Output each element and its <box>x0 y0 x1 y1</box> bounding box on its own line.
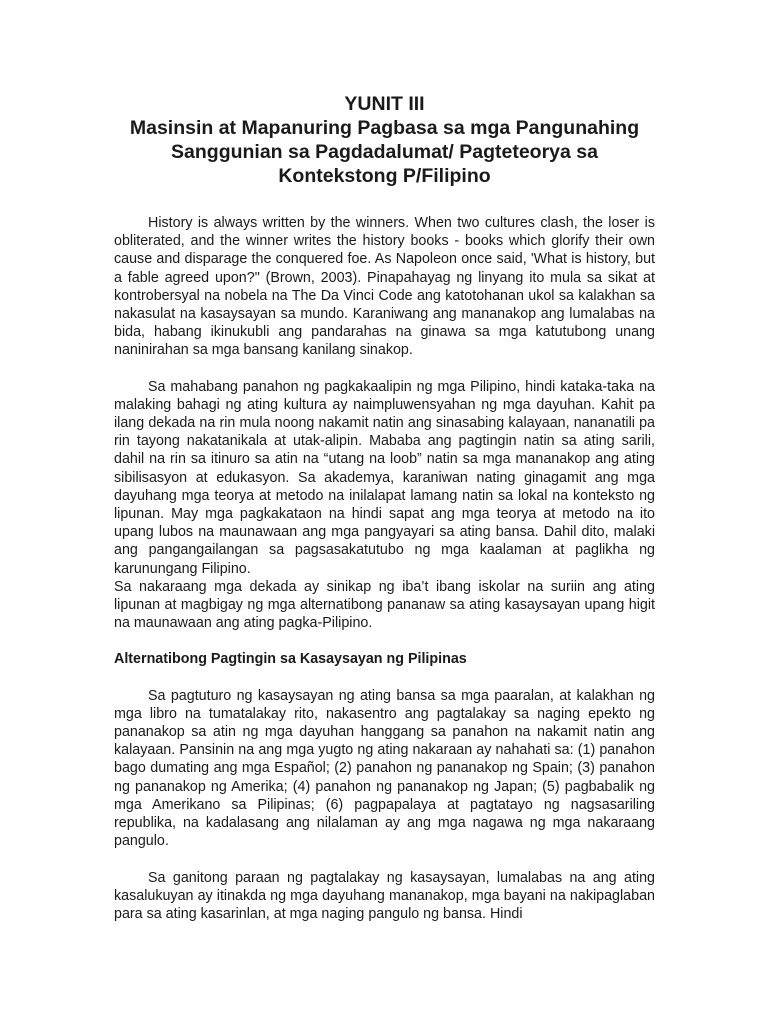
paragraph-history-periods: Sa pagtuturo ng kasaysayan ng ating bansa sa mga paaralan, at kalakhan ng mga libro na tumatalakay rito, nakasentro ang pagtalakay sa naging epekto ng pananakop sa atin ng mga dayuhan hanggang sa panahon na nakamit natin ang kalayaan. Pansinin na ang mga yugto ng ating nakaraan ay nahahati sa: (1) panahon bago dumating ang mga Español; (2) panahon ng pananakop ng Spain; (3) panahon ng pananakop ng Amerika; (4) panahon ng pananakop ng Japan; (5) pagbabalik ng mga Amerikano sa Pilipinas; (6) pagpapalaya at pagtatayo ng nagsasariling republika, na kadalasang ang nilalaman ay ang mga nagawa ng mga nakaraang pangulo. <box>114 687 655 850</box>
unit-label: YUNIT III <box>344 93 425 115</box>
paragraph-colonial-influence: Sa mahabang panahon ng pagkakaalipin ng mga Pilipino, hindi kataka-taka na malaking bahagi ng ating kultura ay naimpluwensyahan ng mga dayuhan. Kahit pa ilang dekada na rin mula noong nakamit natin ang sinasabing kalayaan, nananatili pa rin tayong nakatanikala at utak-alipin. Mababa ang pagtingin natin sa ating sarili, dahil na rin sa itinuro sa atin na “utang na loob” natin sa mga mananakop ang ating sibilisasyon at edukasyon. Sa akademya, karaniwan nating ginagamit ang mga dayuhang mga teorya at metodo na inilalapat lamang natin sa lokal na konteksto ng lipunan. May mga pagkakataon na hindi sapat ang mga teorya at metodo na ito upang lubos na maunawaan ang mga pangyayari sa ating bansa. Dahil dito, malaki ang pangangailangan sa pagsasakatutubo ng mga kaalaman at paglikha ng karunungang Filipino. <box>114 378 655 577</box>
paragraph-intro: History is always written by the winners. When two cultures clash, the loser is obliterated, and the winner writes the history books - books which glorify their own cause and disparage the conquered foe. As Napoleon once said, 'What is history, but a fable agreed upon?" (Brown, 2003). Pinapahayag ng linyang ito mula sa sikat at kontrobersyal na nobela na The Da Vinci Code ang katotohanan ukol sa kalakhan sa nakasulat na kasaysayan sa mundo. Karaniwang ang mananakop ang lumalabas na bida, habang ikinukubli ang pandarahas na ginawa sa mga katutubong unang naninirahan sa mga bansang kanilang sinakop. <box>114 215 655 359</box>
paragraph-alternative-views: Sa nakaraang mga dekada ay sinikap ng iba’t ibang iskolar na suriin ang ating lipunan at magbigay ng mga alternatibong pananaw sa ating kasaysayan upang higit na maunawaan ang ating pagka-Pilipino. <box>114 578 655 632</box>
title-line-3: Kontekstong P/Filipino <box>278 165 491 187</box>
paragraph-history-discussion: Sa ganitong paraan ng pagtalakay ng kasaysayan, lumalabas na ang ating kasalukuyan ay itinakda ng mga dayuhang mananakop, mga bayani na nakipaglaban para sa ating kasarinlan, at mga naging pangulo ng bansa. Hindi <box>114 869 655 922</box>
section-heading: Alternatibong Pagtingin sa Kasaysayan ng Pilipinas <box>114 651 467 668</box>
document-page <box>114 92 655 923</box>
title-line-1: Masinsin at Mapanuring Pagbasa sa mga Pangunahing <box>129 117 640 139</box>
title-line-2: Sanggunian sa Pagdadalumat/ Pagteteorya sa <box>171 141 598 163</box>
